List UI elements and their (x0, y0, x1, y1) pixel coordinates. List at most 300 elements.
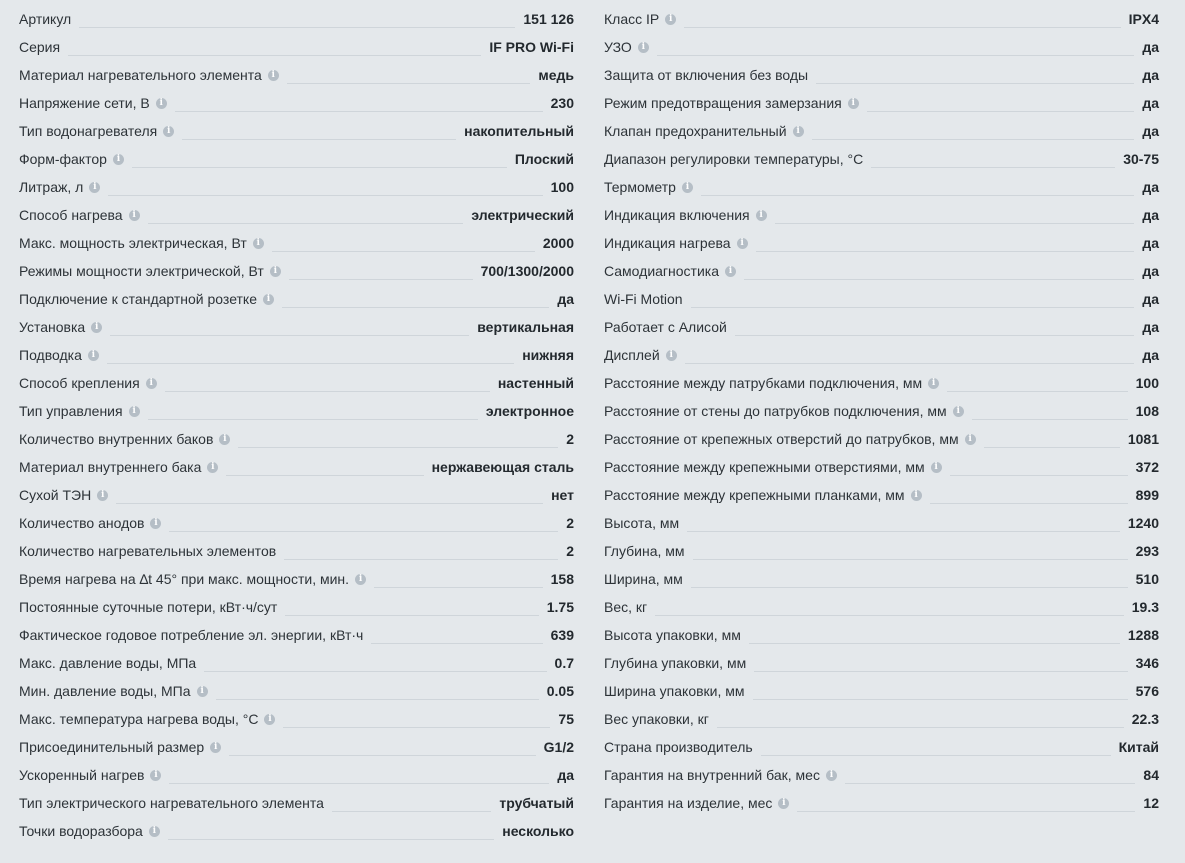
spec-label: Материал нагревательного элемента (19, 67, 262, 83)
spec-label: Количество анодов (19, 515, 145, 531)
spec-label: Макс. температура нагрева воды, °С (19, 711, 259, 727)
spec-label-wrap (19, 11, 71, 27)
spec-label: Макс. давление воды, МПа (19, 655, 197, 671)
spec-value: да (1142, 95, 1159, 111)
spec-row (19, 817, 574, 845)
spec-label-wrap (604, 95, 859, 111)
spec-row (604, 397, 1159, 425)
spec-row (19, 509, 574, 537)
spec-label: Способ нагрева (19, 207, 123, 223)
spec-row (604, 453, 1159, 481)
spec-leader-line (701, 195, 1134, 196)
spec-value: да (1142, 179, 1159, 195)
spec-label: Тип управления (19, 403, 123, 419)
spec-value: да (1142, 319, 1159, 335)
spec-row (19, 229, 574, 257)
spec-label: Подключение к стандартной розетке (19, 291, 257, 307)
spec-label-wrap (604, 375, 939, 391)
spec-label: Ускоренный нагрев (19, 767, 145, 783)
spec-row (19, 201, 574, 229)
info-icon[interactable]: i (97, 490, 108, 501)
spec-leader-line (238, 447, 558, 448)
spec-value: 510 (1135, 571, 1159, 587)
spec-value: 230 (550, 95, 574, 111)
info-icon[interactable]: i (666, 350, 677, 361)
spec-row (19, 61, 574, 89)
spec-label: Ширина упаковки, мм (604, 683, 745, 699)
spec-leader-line (68, 55, 481, 56)
spec-leader-line (204, 671, 546, 672)
info-icon[interactable]: i (931, 462, 942, 473)
spec-label-wrap (19, 795, 324, 811)
spec-leader-line (812, 139, 1135, 140)
spec-leader-line (272, 251, 535, 252)
spec-value: 2 (566, 431, 574, 447)
spec-row (604, 649, 1159, 677)
spec-leader-line (284, 559, 558, 560)
spec-leader-line (685, 363, 1135, 364)
spec-value: 75 (558, 711, 574, 727)
info-icon[interactable]: i (911, 490, 922, 501)
spec-leader-line (657, 55, 1135, 56)
spec-label-wrap (19, 95, 167, 111)
spec-value: медь (538, 67, 574, 83)
spec-row (604, 425, 1159, 453)
spec-leader-line (845, 783, 1135, 784)
info-icon[interactable]: i (263, 294, 274, 305)
spec-label-wrap (604, 599, 647, 615)
spec-label: Высота упаковки, мм (604, 627, 741, 643)
spec-label: Вес упаковки, кг (604, 711, 709, 727)
spec-label-wrap (604, 543, 685, 559)
spec-label-wrap (604, 235, 748, 251)
spec-label-wrap (19, 515, 161, 531)
spec-label: Время нагрева на ∆t 45° при макс. мощности, мин. (19, 571, 350, 587)
spec-label-wrap (19, 67, 279, 83)
spec-value: 899 (1135, 487, 1159, 503)
info-icon[interactable]: i (725, 266, 736, 277)
spec-row (19, 285, 574, 313)
spec-value: 108 (1135, 403, 1159, 419)
spec-label: Ширина, мм (604, 571, 683, 587)
spec-row (604, 341, 1159, 369)
spec-value: 30-75 (1123, 151, 1159, 167)
spec-label: Вес, кг (604, 599, 648, 615)
spec-label: Тип водонагревателя (19, 123, 158, 139)
spec-label: Количество нагревательных элементов (19, 543, 277, 559)
info-icon[interactable]: i (848, 98, 859, 109)
spec-leader-line (947, 391, 1128, 392)
spec-label-wrap (19, 683, 208, 699)
spec-row (604, 173, 1159, 201)
spec-leader-line (148, 223, 464, 224)
spec-row (604, 313, 1159, 341)
spec-row (19, 33, 574, 61)
spec-label-wrap (19, 767, 161, 783)
info-icon[interactable]: i (793, 126, 804, 137)
spec-leader-line (132, 167, 507, 168)
spec-value: 84 (1143, 767, 1159, 783)
spec-value: да (1142, 39, 1159, 55)
info-icon[interactable]: i (91, 322, 102, 333)
spec-label-wrap (19, 235, 264, 251)
spec-leader-line (287, 83, 531, 84)
spec-row (604, 509, 1159, 537)
spec-leader-line (693, 559, 1128, 560)
spec-row (604, 761, 1159, 789)
spec-row (604, 145, 1159, 173)
spec-leader-line (283, 727, 550, 728)
spec-label: Расстояние между патрубками подключения, мм (604, 375, 923, 391)
spec-row (19, 369, 574, 397)
info-icon[interactable]: i (253, 238, 264, 249)
spec-label: Фактическое годовое потребление эл. энергии, кВт·ч (19, 627, 364, 643)
info-icon[interactable]: i (756, 210, 767, 221)
spec-value: 346 (1135, 655, 1159, 671)
spec-row (604, 565, 1159, 593)
spec-leader-line (374, 587, 543, 588)
spec-label: Работает с Алисой (604, 319, 727, 335)
info-icon[interactable]: i (129, 406, 140, 417)
info-icon[interactable]: i (965, 434, 976, 445)
spec-row (604, 5, 1159, 33)
spec-leader-line (691, 587, 1128, 588)
spec-label-wrap (604, 123, 804, 139)
spec-value: 19.3 (1131, 599, 1159, 615)
spec-label-wrap (604, 571, 683, 587)
spec-value: 1.75 (546, 599, 574, 615)
spec-leader-line (684, 27, 1120, 28)
spec-label-wrap (604, 179, 693, 195)
spec-row (19, 257, 574, 285)
info-icon[interactable]: i (210, 742, 221, 753)
spec-label-wrap (19, 375, 157, 391)
spec-label: Глубина, мм (604, 543, 685, 559)
info-icon[interactable]: i (150, 518, 161, 529)
spec-value: да (1142, 263, 1159, 279)
spec-label: Напряжение сети, В (19, 95, 150, 111)
info-icon[interactable]: i (163, 126, 174, 137)
spec-label-wrap (604, 739, 753, 755)
spec-label-wrap (604, 459, 942, 475)
spec-label-wrap (604, 431, 976, 447)
spec-value: 100 (550, 179, 574, 195)
info-icon[interactable]: i (928, 378, 939, 389)
info-icon[interactable]: i (638, 42, 649, 53)
spec-leader-line (332, 811, 491, 812)
spec-leader-line (110, 335, 469, 336)
info-icon[interactable]: i (682, 182, 693, 193)
spec-label-wrap (604, 263, 736, 279)
spec-row (604, 705, 1159, 733)
spec-label-wrap (19, 263, 281, 279)
spec-value: да (1142, 347, 1159, 363)
spec-leader-line (753, 699, 1128, 700)
spec-value: накопительный (464, 123, 574, 139)
spec-row (19, 173, 574, 201)
spec-label-wrap (604, 767, 837, 783)
spec-leader-line (165, 391, 490, 392)
info-icon[interactable]: i (953, 406, 964, 417)
spec-row (604, 369, 1159, 397)
spec-label: Диапазон регулировки температуры, °С (604, 151, 864, 167)
info-icon[interactable]: i (207, 462, 218, 473)
spec-label-wrap (604, 319, 727, 335)
spec-label: Класс IP (604, 11, 660, 27)
spec-value: 372 (1135, 459, 1159, 475)
spec-label: Режим предотвращения замерзания (604, 95, 842, 111)
spec-label-wrap (19, 599, 277, 615)
spec-row (19, 649, 574, 677)
spec-leader-line (148, 419, 478, 420)
spec-value: да (1142, 207, 1159, 223)
spec-leader-line (749, 643, 1120, 644)
spec-row (19, 565, 574, 593)
spec-row (19, 621, 574, 649)
spec-row (604, 89, 1159, 117)
spec-leader-line (687, 531, 1120, 532)
spec-label: Мин. давление воды, МПа (19, 683, 191, 699)
spec-leader-line (285, 615, 538, 616)
spec-leader-line (371, 643, 542, 644)
spec-label: Макс. мощность электрическая, Вт (19, 235, 247, 251)
spec-value: IPX4 (1128, 11, 1159, 27)
spec-value: настенный (497, 375, 574, 391)
spec-label: Литраж, л (19, 179, 84, 195)
spec-leader-line (930, 503, 1128, 504)
spec-row (604, 593, 1159, 621)
info-icon[interactable]: i (89, 182, 100, 193)
spec-row (19, 89, 574, 117)
spec-label-wrap (19, 207, 140, 223)
info-icon[interactable]: i (270, 266, 281, 277)
info-icon[interactable]: i (146, 378, 157, 389)
info-icon[interactable]: i (737, 238, 748, 249)
spec-value: нержавеющая сталь (431, 459, 574, 475)
spec-label-wrap (19, 123, 174, 139)
spec-label-wrap (19, 739, 221, 755)
spec-leader-line (655, 615, 1124, 616)
spec-leader-line (867, 111, 1135, 112)
spec-value: 1081 (1127, 431, 1159, 447)
spec-label-wrap (604, 487, 922, 503)
spec-leader-line (79, 27, 515, 28)
spec-leader-line (744, 279, 1134, 280)
spec-label-wrap (604, 655, 746, 671)
spec-label: Артикул (19, 11, 72, 27)
spec-value: нижняя (522, 347, 574, 363)
info-icon[interactable]: i (149, 826, 160, 837)
spec-row (604, 537, 1159, 565)
info-icon[interactable]: i (197, 686, 208, 697)
spec-value: G1/2 (543, 739, 574, 755)
spec-label-wrap (604, 291, 683, 307)
spec-row (19, 145, 574, 173)
spec-row (604, 33, 1159, 61)
spec-label-wrap (19, 823, 160, 839)
spec-row (604, 61, 1159, 89)
spec-row (604, 229, 1159, 257)
spec-value: 2 (566, 543, 574, 559)
spec-label: Защита от включения без воды (604, 67, 809, 83)
spec-value: 293 (1135, 543, 1159, 559)
spec-label: Расстояние от крепежных отверстий до патрубков, мм (604, 431, 959, 447)
spec-row (604, 285, 1159, 313)
spec-value: 2 (566, 515, 574, 531)
spec-row (19, 537, 574, 565)
info-icon[interactable]: i (826, 770, 837, 781)
spec-label: Клапан предохранительный (604, 123, 787, 139)
spec-value: нет (551, 487, 574, 503)
spec-leader-line (756, 251, 1135, 252)
spec-leader-line (229, 755, 535, 756)
spec-value: трубчатый (499, 795, 574, 811)
info-icon[interactable]: i (113, 154, 124, 165)
spec-label: Расстояние от стены до патрубков подключения, мм (604, 403, 947, 419)
spec-label: Дисплей (604, 347, 660, 363)
info-icon[interactable]: i (264, 714, 275, 725)
spec-leader-line (735, 335, 1135, 336)
spec-label: Расстояние между крепежными планками, мм (604, 487, 905, 503)
spec-leader-line (754, 671, 1127, 672)
specifications-column-right (604, 5, 1159, 845)
spec-label: Присоединительный размер (19, 739, 205, 755)
spec-value: да (1142, 67, 1159, 83)
spec-leader-line (816, 83, 1134, 84)
spec-label-wrap (604, 515, 679, 531)
spec-leader-line (972, 419, 1128, 420)
spec-leader-line (226, 475, 423, 476)
spec-label: Расстояние между крепежными отверстиями, мм (604, 459, 925, 475)
spec-leader-line (950, 475, 1128, 476)
spec-row (604, 117, 1159, 145)
spec-label: Постоянные суточные потери, кВт·ч/сут (19, 599, 278, 615)
specifications-column-left (19, 5, 574, 845)
info-icon[interactable]: i (150, 770, 161, 781)
spec-label: Страна производитель (604, 739, 753, 755)
spec-label: Установка (19, 319, 86, 335)
spec-label: Количество внутренних баков (19, 431, 214, 447)
spec-leader-line (169, 531, 558, 532)
spec-value: да (557, 291, 574, 307)
spec-label-wrap (19, 39, 60, 55)
spec-label: УЗО (604, 39, 632, 55)
spec-leader-line (289, 279, 473, 280)
spec-leader-line (169, 783, 549, 784)
spec-row (604, 201, 1159, 229)
spec-value: 0.05 (546, 683, 574, 699)
spec-row (19, 761, 574, 789)
spec-label-wrap (19, 291, 274, 307)
spec-row (19, 341, 574, 369)
info-icon[interactable]: i (778, 798, 789, 809)
spec-leader-line (175, 111, 543, 112)
spec-label: Индикация нагрева (604, 235, 731, 251)
spec-row (19, 397, 574, 425)
spec-label-wrap (19, 571, 366, 587)
spec-leader-line (761, 755, 1111, 756)
spec-value: да (1142, 235, 1159, 251)
info-icon[interactable]: i (355, 574, 366, 585)
spec-label-wrap (604, 207, 767, 223)
spec-label: Подводка (19, 347, 82, 363)
spec-leader-line (717, 727, 1124, 728)
spec-label-wrap (19, 655, 196, 671)
spec-row (604, 733, 1159, 761)
spec-label-wrap (19, 487, 108, 503)
spec-label-wrap (604, 627, 741, 643)
spec-label-wrap (19, 431, 230, 447)
spec-row (19, 313, 574, 341)
spec-label: Серия (19, 39, 61, 55)
spec-row (19, 453, 574, 481)
spec-label-wrap (604, 795, 789, 811)
spec-label: Способ крепления (19, 375, 140, 391)
spec-label-wrap (19, 347, 99, 363)
spec-value: 151 126 (523, 11, 574, 27)
spec-label-wrap (604, 39, 649, 55)
spec-label-wrap (19, 711, 275, 727)
spec-label-wrap (19, 179, 100, 195)
spec-label: Wi-Fi Motion (604, 291, 683, 307)
spec-value: 158 (550, 571, 574, 587)
spec-leader-line (871, 167, 1115, 168)
spec-label: Тип электрического нагревательного элемента (19, 795, 324, 811)
spec-row (19, 117, 574, 145)
spec-label: Глубина упаковки, мм (604, 655, 747, 671)
info-icon[interactable]: i (88, 350, 99, 361)
info-icon[interactable]: i (156, 98, 167, 109)
spec-leader-line (282, 307, 549, 308)
specifications-table (19, 5, 1159, 845)
spec-label-wrap (604, 711, 709, 727)
spec-value: 22.3 (1131, 711, 1159, 727)
info-icon[interactable]: i (665, 14, 676, 25)
info-icon[interactable]: i (129, 210, 140, 221)
spec-row (604, 677, 1159, 705)
spec-label: Самодиагностика (604, 263, 720, 279)
spec-label-wrap (604, 683, 745, 699)
spec-row (19, 481, 574, 509)
spec-leader-line (691, 307, 1135, 308)
spec-label-wrap (19, 151, 124, 167)
spec-row (604, 621, 1159, 649)
spec-label-wrap (604, 11, 676, 27)
info-icon[interactable]: i (268, 70, 279, 81)
spec-label: Режимы мощности электрической, Вт (19, 263, 264, 279)
spec-label: Гарантия на изделие, мес (604, 795, 773, 811)
spec-label-wrap (604, 67, 808, 83)
spec-value: да (1142, 123, 1159, 139)
spec-row (19, 593, 574, 621)
spec-value: 639 (550, 627, 574, 643)
spec-label: Высота, мм (604, 515, 680, 531)
spec-value: электрический (471, 207, 574, 223)
spec-value: 100 (1135, 375, 1159, 391)
spec-label: Гарантия на внутренний бак, мес (604, 767, 820, 783)
spec-label: Сухой ТЭН (19, 487, 92, 503)
spec-label: Точки водоразбора (19, 823, 143, 839)
spec-label-wrap (19, 459, 218, 475)
spec-value: 2000 (542, 235, 574, 251)
spec-value: вертикальная (477, 319, 574, 335)
spec-label-wrap (19, 403, 140, 419)
spec-value: да (1142, 291, 1159, 307)
spec-leader-line (116, 503, 543, 504)
spec-row (604, 257, 1159, 285)
spec-row (604, 789, 1159, 817)
info-icon[interactable]: i (219, 434, 230, 445)
